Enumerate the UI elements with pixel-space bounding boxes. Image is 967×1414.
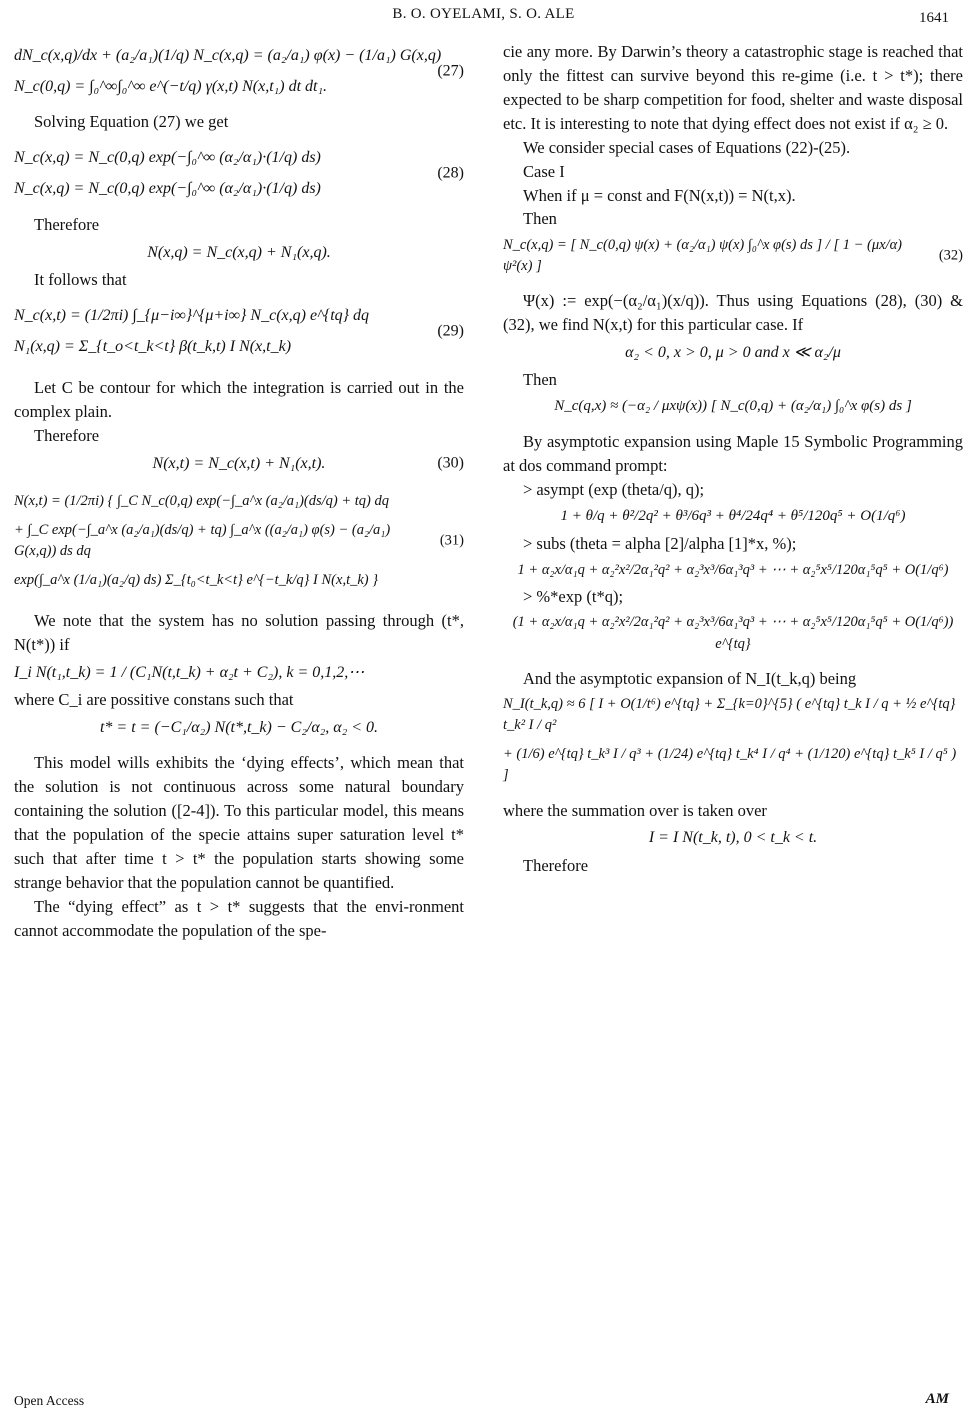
paragraph: Solving Equation (27) we get xyxy=(34,112,229,132)
equation-29 xyxy=(14,300,464,362)
paragraph: This model wills exhibits the ‘dying effects’, which mean that the solution is not continuous across some natural boundary containing the solution ([2-4]). To this particular model, this means that the population of the specie attains super saturation level t* such that after time t > t* the population starts showing some strange behavior that the population cannot be quantified. xyxy=(14,753,464,892)
paragraph: where C_i are possitive constans such that xyxy=(14,690,294,710)
paragraph: Let C be contour for which the integration is carried out in the complex plain. xyxy=(14,378,464,421)
right-column xyxy=(503,40,963,878)
paragraph: Then xyxy=(523,209,557,229)
equation-condition-line: α₂ < 0, x > 0, μ > 0 and x ≪ α₂/μ xyxy=(625,344,841,362)
paragraph: We note that the system has no solution passing through (t*, N(t*)) if xyxy=(14,611,464,655)
left-column xyxy=(14,40,464,943)
equation-number: (31) xyxy=(439,532,464,549)
paragraph: Then xyxy=(523,370,557,390)
equation-impulse-line: I_i N(t₁,t_k) = 1 / (C₁N(t,t_k) + α₂t + C₂), k = 0,1,2,⋯ xyxy=(14,663,365,681)
equation-tstar-line: t* = t = (−C₁/α₂) N(t*,t_k) − C₂/α₂, α₂ < 0. xyxy=(99,719,379,737)
equation-31-line-2: + ∫_C exp(−∫_a^x (a₂/a₁)(ds/q) + tq) ∫_a^x ((a₂/a₁) φ(s) − (a₂/a₁) G(x,q)) ds dq xyxy=(14,522,391,560)
equation-number: (27) xyxy=(437,62,464,80)
equation-31 xyxy=(14,487,464,595)
equation-sum-line: N(x,q) = N_c(x,q) + N₁(x,q). xyxy=(147,243,331,261)
equation-32-line: N_c(x,q) = [ N_c(0,q) ψ(x) + (α₂/α₁) ψ(x) ∫₀^x φ(s) ds ] / [ 1 − (μx/α) ψ²(x) ] xyxy=(503,237,903,275)
equation-NI xyxy=(503,690,963,790)
equation-31-line-1: N(x,t) = (1/2πi) { ∫_C N_c(0,q) exp(−∫_a^x (a₂/a₁)(ds/q) + tq) dq xyxy=(14,493,390,510)
equation-number: (28) xyxy=(437,164,464,182)
equation-NI-line-2: + (1/6) e^{tq} t_k³ I / q³ + (1/24) e^{tq} t_k⁴ I / q⁴ + (1/120) e^{tq} t_k⁵ I / q⁵ ) ] xyxy=(503,746,957,784)
equation-number: (32) xyxy=(938,247,963,264)
equation-29-line-1: N_c(x,t) = (1/2πi) ∫_{μ−i∞}^{μ+i∞} N_c(x,q) e^{tq} dq xyxy=(14,306,370,324)
equation-range-line: I = I N(t_k, t), 0 < t_k < t. xyxy=(648,829,818,847)
page-number: 1641 xyxy=(919,10,949,26)
equation-32 xyxy=(503,231,963,281)
equation-approx xyxy=(503,392,963,422)
equation-27-line-2: N_c(0,q) = ∫₀^∞∫₀^∞ e^(−t/q) γ(x,t) N(x,t₁) dt dt₁. xyxy=(14,78,328,96)
equation-28-line-1: N_c(x,q) = N_c(0,q) exp(−∫₀^∞ (α₂/α₁)·(1/q) ds) xyxy=(14,149,321,167)
footer-journal-abbrev: AM xyxy=(925,1391,949,1407)
equation-30-line: N(x,t) = N_c(x,t) + N₁(x,t). xyxy=(152,454,326,472)
equation-NI-line-1: N_I(t_k,q) ≈ 6 [ I + O(1/t⁶) e^{tq} + Σ_{k=0}^{5} ( e^{tq} t_k I / q + ½ e^{tq} t_k² I / q² xyxy=(503,696,956,734)
paragraph: cie any more. By Darwin’s theory a catastrophic stage is reached that only the fittest can survive beyond this re-gime (i.e. t > t*); there expected to be sharp competition for food, shelter and waste disposal etc. It is interesting to note that dying effect does not exist if α₂ ≥ 0. xyxy=(503,42,963,133)
equation-expansion-1 xyxy=(503,502,963,532)
running-header: B. O. OYELAMI, S. O. ALE xyxy=(392,6,575,22)
equation-condition xyxy=(503,337,963,368)
equation-number: (29) xyxy=(437,322,464,340)
equation-tstar xyxy=(14,712,464,743)
equation-expansion-3 xyxy=(503,608,963,658)
equation-27-line-1: dN_c(x,q)/dx + (a₂/a₁)(1/q) N_c(x,q) = (a₂/a₁) φ(x) − (1/a₁) G(x,q) xyxy=(14,47,442,64)
equation-expansion-1-line: 1 + θ/q + θ²/2q² + θ³/6q³ + θ⁴/24q⁴ + θ⁵/120q⁵ + O(1/q⁶) xyxy=(560,507,906,524)
equation-impulse xyxy=(14,657,464,688)
paragraph: Ψ(x) := exp(−(α₂/α₁)(x/q)). Thus using Equations (28), (30) & (32), we find N(x,t) for this particular case. If xyxy=(503,291,963,335)
equation-27 xyxy=(14,40,464,102)
equation-expansion-2 xyxy=(503,556,963,585)
equation-28-line-2: N_c(x,q) = N_c(0,q) exp(−∫₀^∞ (α₂/α₁)·(1/q) ds) xyxy=(14,180,321,198)
maple-command: > subs (theta = alpha [2]/alpha [1]*x, %); xyxy=(523,533,797,553)
paragraph: Therefore xyxy=(34,214,100,234)
equation-expansion-2-line: 1 + α₂x/α₁q + α₂²x²/2α₁²q² + α₂³x³/6α₁³q³ + ⋯ + α₂⁵x⁵/120α₁⁵q⁵ + O(1/q⁶) xyxy=(517,561,949,578)
equation-expansion-3-line: (1 + α₂x/α₁q + α₂²x²/2α₁²q² + α₂³x³/6α₁³q³ + ⋯ + α₂⁵x⁵/120α₁⁵q⁵ + O(1/q⁶)) e^{tq} xyxy=(512,614,954,652)
paragraph: It follows that xyxy=(34,269,127,289)
equation-number: (30) xyxy=(437,454,464,472)
equation-range xyxy=(503,822,963,853)
equation-31-line-3: exp(∫_a^x (1/a₁)(a₂/q) ds) Σ_{t₀<t_k<t} e^{−t_k/q} I N(x,t_k) } xyxy=(14,572,379,589)
maple-command: > asympt (exp (theta/q), q); xyxy=(523,479,705,499)
paragraph: Therefore xyxy=(523,855,589,875)
paragraph: And the asymptotic expansion of N_I(t_k,q) being xyxy=(523,668,857,688)
paragraph: where the summation over is taken over xyxy=(503,800,767,820)
equation-28 xyxy=(14,142,464,204)
paragraph: Case I xyxy=(523,161,565,181)
equation-approx-line: N_c(q,x) ≈ (−α₂ / μxψ(x)) [ N_c(0,q) + (α₂/α₁) ∫₀^x φ(s) ds ] xyxy=(554,398,912,415)
paragraph: When if μ = const and F(N(x,t)) = N(t,x). xyxy=(523,185,796,205)
footer-open-access: Open Access xyxy=(14,1393,85,1408)
paragraph: By asymptotic expansion using Maple 15 Symbolic Programming at dos command prompt: xyxy=(503,432,963,476)
paragraph: The “dying effect” as t > t* suggests that the envi-ronment cannot accommodate the population of the spe- xyxy=(14,896,464,940)
paragraph: Therefore xyxy=(34,425,100,445)
paragraph: We consider special cases of Equations (22)-(25). xyxy=(523,137,851,157)
equation-30 xyxy=(14,448,464,479)
maple-command: > %*exp (t*q); xyxy=(523,586,624,606)
equation-sum xyxy=(14,237,464,268)
equation-29-line-2: N₁(x,q) = Σ_{t_o<t_k<t} β(t_k,t) I N(x,t_k) xyxy=(14,337,292,355)
